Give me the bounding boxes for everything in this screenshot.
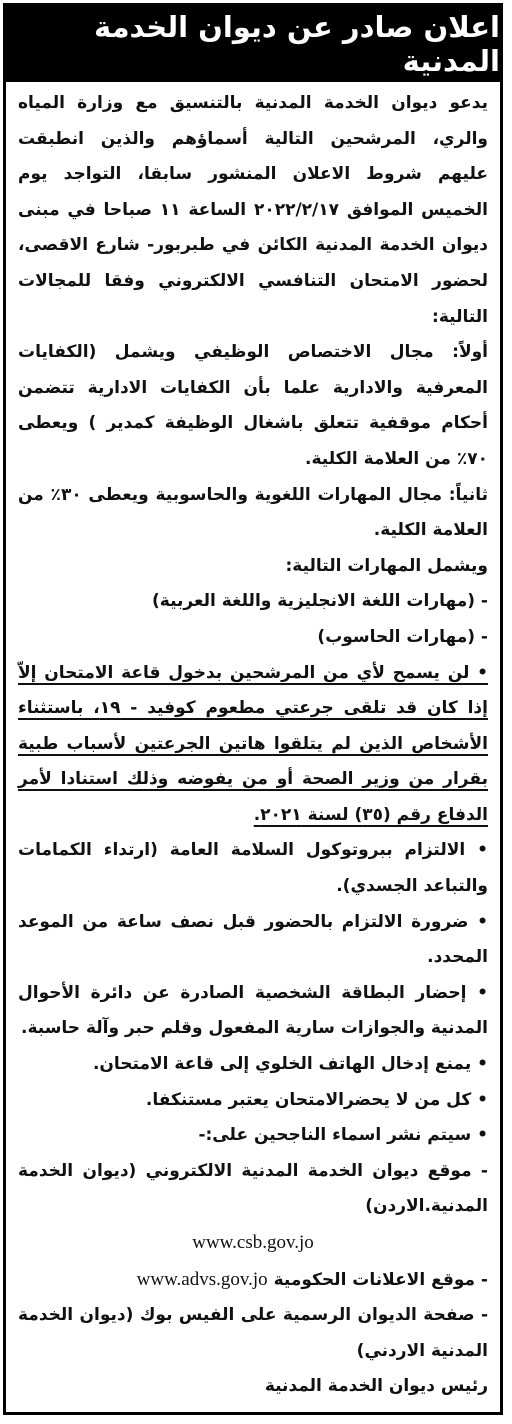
site-csb-url[interactable]: www.csb.gov.jo — [192, 1232, 314, 1253]
site-advs: - موقع الاعلانات الحكومية — [273, 1269, 488, 1290]
vaccine-rule: • لن يسمح لأي من المرشحين بدخول قاعة الامتحان إلاّ إذا كان قد تلقى جرعتي مطعوم كوفيد - ١٩، باستثناء الأشخاص الذين لم يتلقوا هاتين الجرعتين لأسباب طبية بقرار من وزير الصحة أو من يفوضه وذلك استنادا لأمر الدفاع رقم (٣٥) لسنة ٢٠٢١. — [18, 662, 488, 825]
intro-paragraph: يدعو ديوان الخدمة المدنية بالتنسيق مع وزارة المياه والري، المرشحين التالية أسماؤهم والذين انطبقت عليهم شروط الاعلان المنشور سابقا، التواجد يوم الخميس الموافق ٢٠٢٢/٢/١٧ الساعة ١١ صباحا في مبنى ديوان الخدمة المدنية الكائن في طبربور- شارع الاقصى، لحضور الامتحان التنافسي الالكتروني وفقا للمجالات التالية: — [18, 93, 489, 327]
rule-publish: • سيتم نشر اسماء الناجحين على:- — [198, 1125, 488, 1146]
notice-body — [6, 82, 500, 1405]
skill-item-languages: - (مهارات اللغة الانجليزية واللغة العربية) — [152, 591, 488, 612]
rule-id: • إحضار البطاقة الشخصية الصادرة عن دائرة الأحوال المدنية والجوازات سارية المفعول وقلم حبر وآلة حاسبة. — [18, 982, 488, 1039]
skills-heading: ويشمل المهارات التالية: — [285, 555, 488, 576]
site-csb-url-line — [18, 1225, 488, 1262]
site-advs-line — [18, 1262, 488, 1299]
signature: رئيس ديوان الخدمة المدنية — [264, 1376, 488, 1397]
notice-title: اعلان صادر عن ديوان الخدمة المدنية — [6, 6, 500, 82]
rule-phone: • يمنع إدخال الهاتف الخلوي إلى قاعة الامتحان. — [92, 1054, 488, 1075]
rule-absent: • كل من لا يحضرالامتحان يعتبر مستنكفا. — [145, 1089, 488, 1110]
rule-safety: • الالتزام ببروتوكول السلامة العامة (ارتداء الكمامات والتباعد الجسدي). — [18, 840, 488, 897]
site-csb: - موقع ديوان الخدمة المدنية الالكتروني (ديوان الخدمة المدنية.الاردن) — [18, 1160, 488, 1217]
first-field-paragraph: أولاً: مجال الاختصاص الوظيفي ويشمل (الكفايات المعرفية والادارية علما بأن الكفايات الادارية تتضمن أحكام موقفية تتعلق باشغال الوظيفة كمدير ) ويعطى ٧٠٪ من العلامة الكلية. — [18, 342, 488, 469]
announcement-notice — [3, 3, 503, 1415]
skill-item-computer: - (مهارات الحاسوب) — [317, 626, 488, 647]
rule-time: • ضرورة الالتزام بالحضور قبل نصف ساعة من الموعد المحدد. — [18, 911, 488, 968]
site-facebook: - صفحة الديوان الرسمية على الفيس بوك (ديوان الخدمة المدنية الاردني) — [18, 1305, 488, 1361]
second-field-paragraph: ثانياً: مجال المهارات اللغوية والحاسوبية ويعطى ٣٠٪ من العلامة الكلية. — [18, 484, 488, 541]
site-advs-url[interactable]: www.advs.gov.jo — [136, 1268, 268, 1290]
